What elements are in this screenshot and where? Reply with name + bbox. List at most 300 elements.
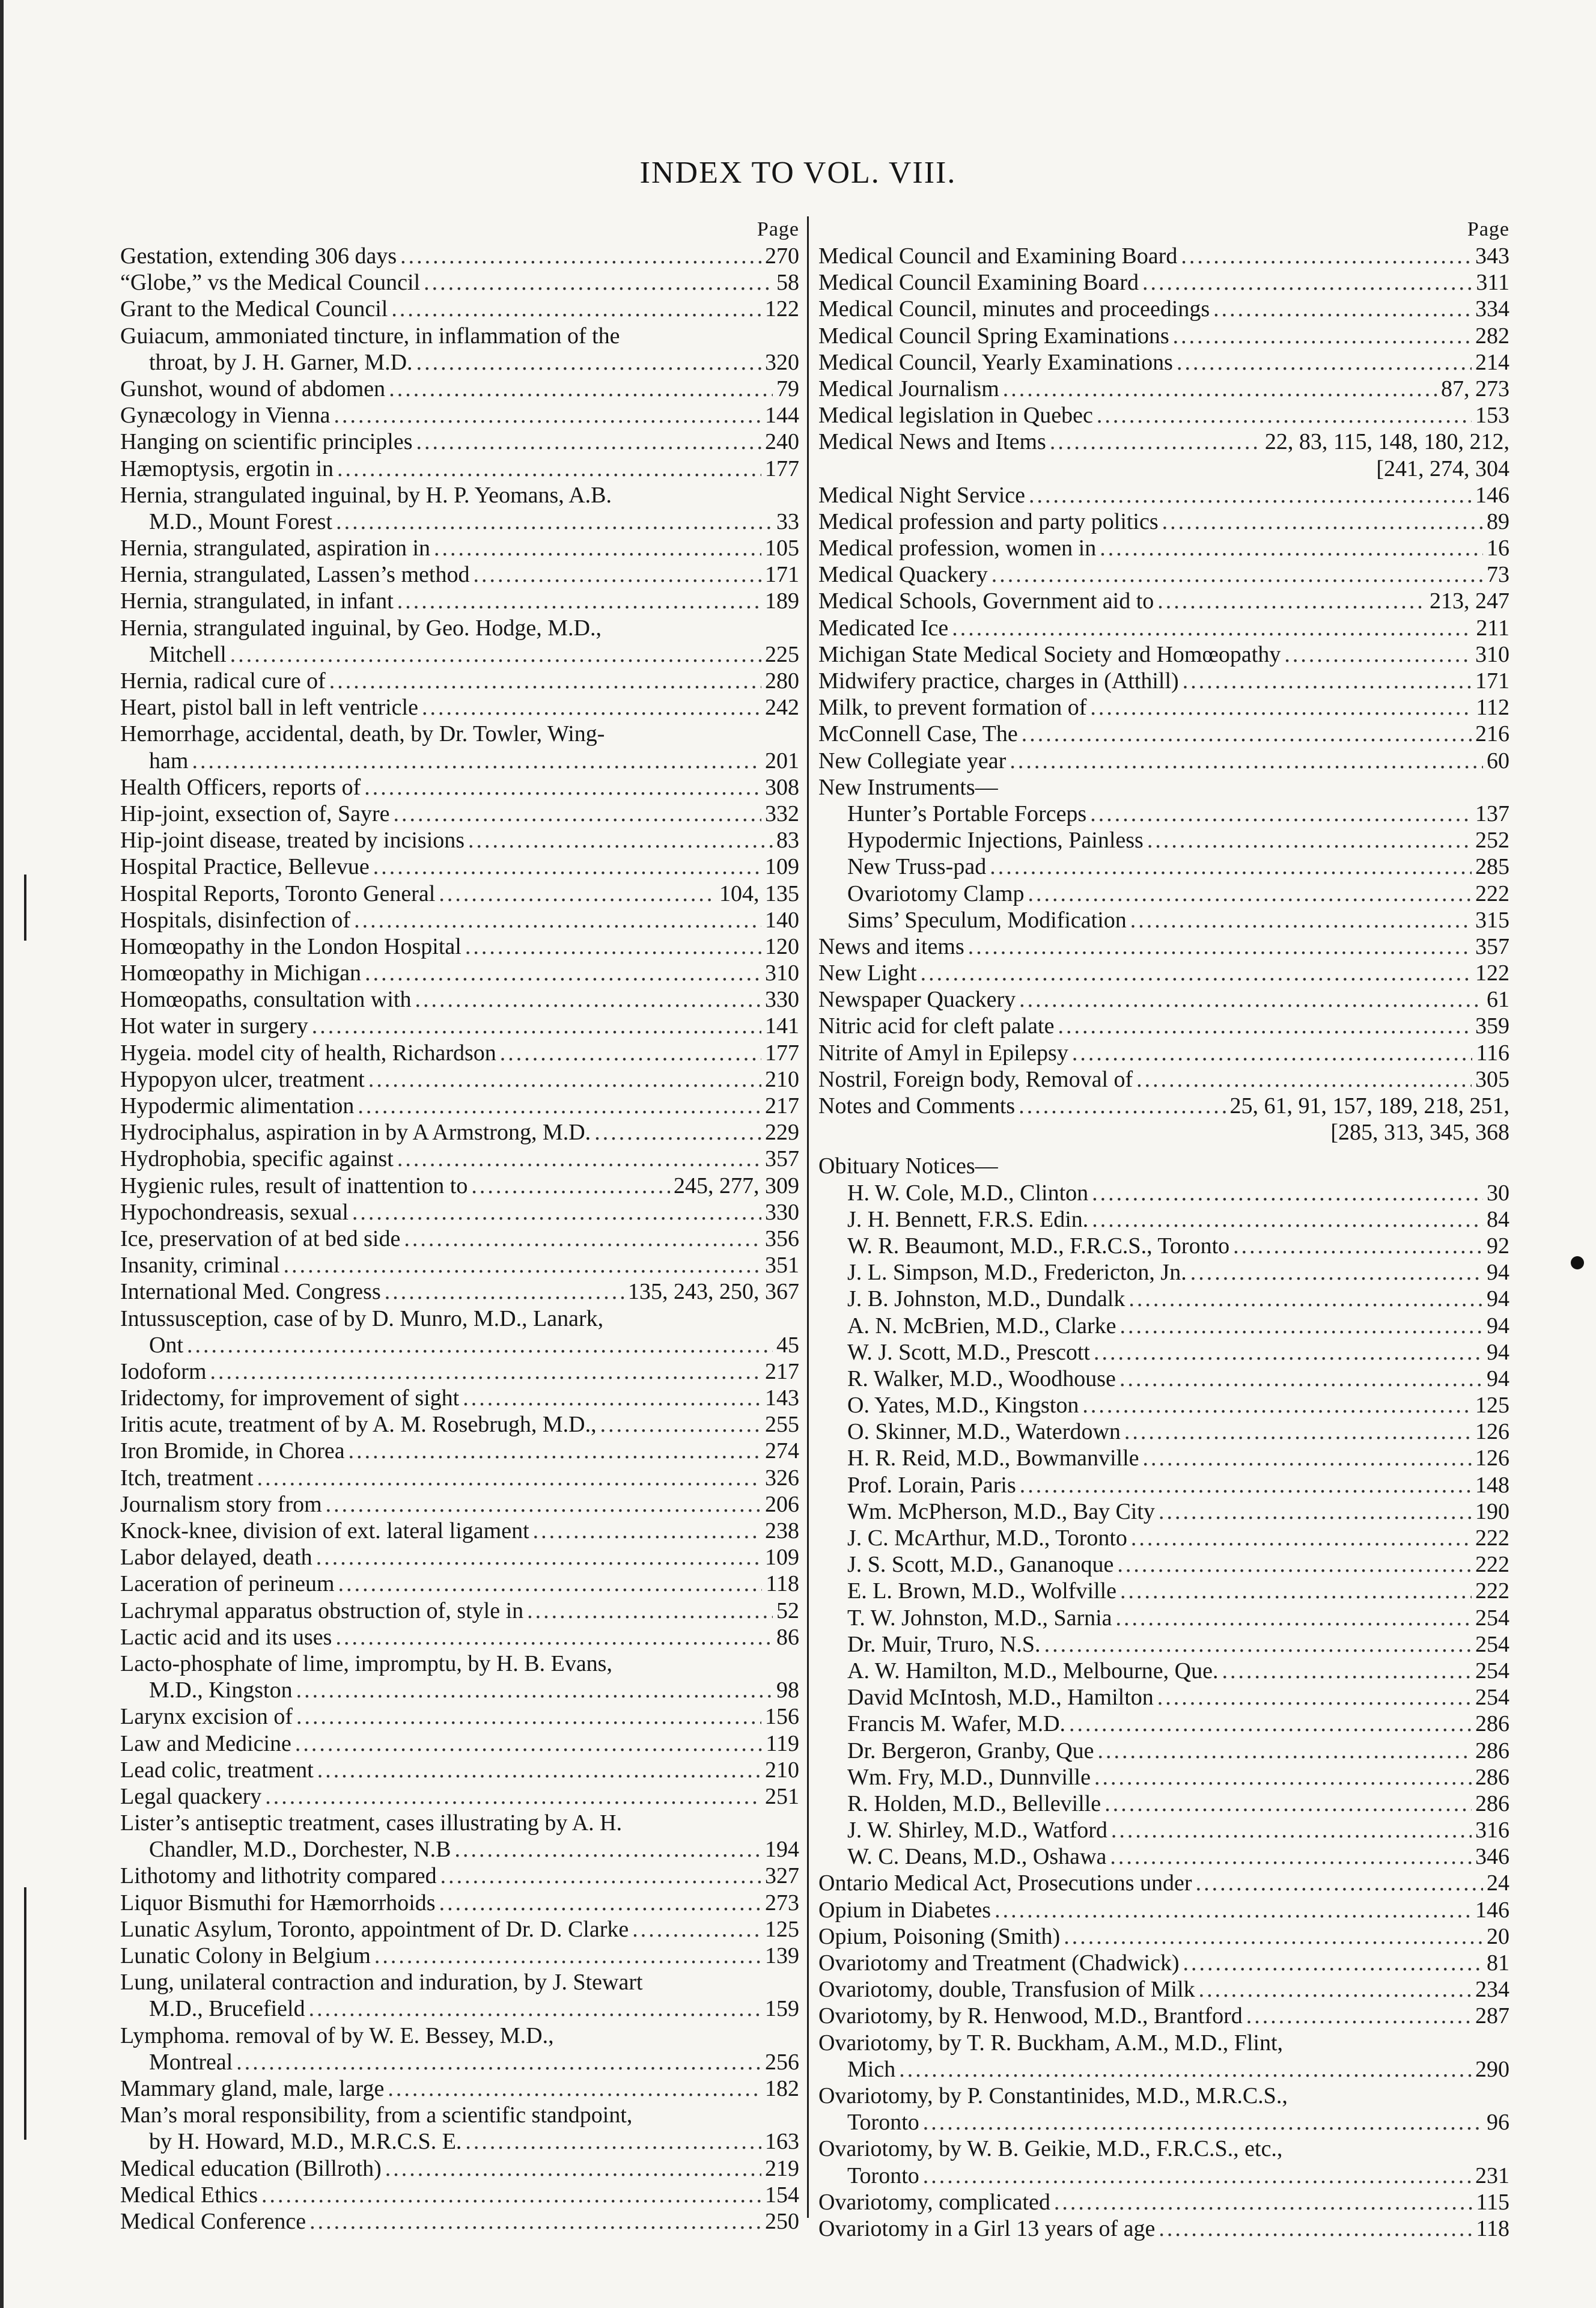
- entry-text: Itch, treatment: [120, 1465, 254, 1491]
- index-subentry: [120, 349, 799, 376]
- entry-text: Ovariotomy, by T. R. Buckham, A.M., M.D., Flint,: [818, 2030, 1284, 2056]
- entry-text: Michigan State Medical Society and Homœopathy: [818, 641, 1281, 667]
- leader-dots: [1143, 1445, 1472, 1471]
- index-entry: [120, 1305, 799, 1332]
- leader-dots: [385, 2155, 761, 2182]
- entry-text: Mammary gland, male, large: [120, 2075, 385, 2101]
- index-subentry: [818, 1711, 1509, 1737]
- margin-mark: [24, 1887, 26, 2140]
- index-subentry: [818, 1817, 1509, 1843]
- page-number: 87, 273: [1441, 376, 1509, 401]
- entry-text: W. C. Deans, M.D., Oshawa: [847, 1844, 1107, 1870]
- page-number: 58: [776, 270, 799, 296]
- index-entry: [120, 2023, 799, 2049]
- index-entry: [120, 1863, 799, 1889]
- leader-dots: [389, 376, 773, 402]
- leader-dots: [1233, 1233, 1483, 1259]
- leader-dots: [374, 1943, 761, 1969]
- leader-dots: [368, 1066, 761, 1093]
- entry-text: O. Yates, M.D., Kingston: [847, 1393, 1079, 1418]
- entry-text: Toronto: [847, 2110, 919, 2136]
- index-entry: [818, 588, 1509, 614]
- right-entry-list: [818, 243, 1509, 2242]
- leader-dots: [1222, 1658, 1472, 1684]
- entry-text: Wm. McPherson, M.D., Bay City: [847, 1498, 1155, 1524]
- page-number: 255: [765, 1412, 799, 1438]
- index-entry: [818, 349, 1509, 376]
- page-number: 104, 135: [719, 881, 799, 906]
- page-number: 231: [1475, 2163, 1509, 2188]
- entry-text: Hospitals, disinfection of: [120, 907, 351, 933]
- entry-text: Law and Medicine: [120, 1730, 291, 1756]
- index-entry: [818, 2136, 1509, 2162]
- page-number: 189: [765, 588, 799, 614]
- index-entry: [120, 853, 799, 880]
- entry-text: Lung, unilateral contraction and induration, by J. Stewart: [120, 1970, 643, 1995]
- page-number: 139: [765, 1943, 799, 1968]
- leader-dots: [397, 1146, 761, 1172]
- entry-text: Nostril, Foreign body, Removal of: [818, 1066, 1133, 1092]
- leader-dots: [415, 986, 761, 1013]
- page-number: 22, 83, 115, 148, 180, 212,: [1264, 429, 1509, 455]
- page-number: 118: [766, 1571, 799, 1597]
- entry-text: Medical Quackery: [818, 562, 988, 588]
- page-number: 245, 277, 309: [674, 1173, 799, 1198]
- entry-text: M.D., Brucefield: [149, 1996, 305, 2022]
- index-subentry: [818, 853, 1509, 880]
- page-number: 219: [765, 2155, 799, 2181]
- index-entry: [818, 1040, 1509, 1066]
- index-entry: [818, 482, 1509, 508]
- leader-dots: [1183, 1950, 1483, 1976]
- page-number: 280: [765, 668, 799, 694]
- entry-text: ham: [149, 748, 189, 774]
- page-number: 270: [765, 243, 799, 269]
- index-subentry: [818, 1605, 1509, 1631]
- page-number: 351: [765, 1253, 799, 1278]
- leader-dots: [471, 1173, 670, 1199]
- index-entry: [818, 269, 1509, 296]
- leader-dots: [1058, 1013, 1472, 1039]
- index-subentry: [120, 1836, 799, 1863]
- page-number: 73: [1487, 562, 1509, 588]
- entry-text: Dr. Bergeron, Granby, Que: [847, 1738, 1094, 1763]
- entry-text: Liquor Bismuthi for Hæmorrhoids: [120, 1890, 436, 1916]
- index-subentry: [818, 907, 1509, 933]
- leader-dots: [1284, 641, 1472, 668]
- leader-dots: [1199, 1976, 1472, 2003]
- leader-dots: [1044, 1631, 1472, 1658]
- page-number: 94: [1487, 1286, 1509, 1312]
- leader-dots: [352, 1199, 761, 1226]
- page-number: 153: [1475, 403, 1509, 429]
- page-number: 234: [1475, 1977, 1509, 2003]
- index-subentry: [818, 2163, 1509, 2189]
- page-number: 190: [1475, 1498, 1509, 1524]
- page-number: 118: [1476, 2215, 1509, 2241]
- entry-text: Ovariotomy, complicated: [818, 2189, 1050, 2215]
- entry-text: Hydrophobia, specific against: [120, 1146, 394, 1172]
- page-number: 254: [1475, 1605, 1509, 1631]
- index-entry: [120, 1199, 799, 1226]
- index-entry: [120, 721, 799, 747]
- entry-text: Notes and Comments: [818, 1093, 1016, 1119]
- page-number: 217: [765, 1093, 799, 1119]
- index-entry: [120, 1598, 799, 1624]
- entry-text: W. R. Beaumont, M.D., F.R.C.S., Toronto: [847, 1233, 1230, 1259]
- index-subentry: [818, 1418, 1509, 1445]
- entry-text: Mitchell: [149, 641, 227, 667]
- page-number: 310: [765, 960, 799, 986]
- entry-text: J. W. Shirley, M.D., Watford: [847, 1818, 1107, 1843]
- entry-text: Man’s moral responsibility, from a scientific standpoint,: [120, 2102, 633, 2128]
- leader-dots: [1157, 588, 1426, 614]
- leader-dots: [527, 1598, 773, 1624]
- entry-text: Gunshot, wound of abdomen: [120, 376, 386, 401]
- entry-text: Hernia, strangulated, in infant: [120, 588, 394, 614]
- leader-dots: [385, 1278, 624, 1305]
- entry-text: J. B. Johnston, M.D., Dundalk: [847, 1286, 1125, 1312]
- index-entry: [120, 907, 799, 933]
- entry-text: Homœopathy in Michigan: [120, 960, 362, 986]
- page-number: 89: [1487, 508, 1509, 534]
- entry-text: “Globe,” vs the Medical Council: [120, 270, 421, 296]
- index-subentry: [818, 881, 1509, 907]
- leader-dots: [1147, 827, 1472, 853]
- entry-text: Opium, Poisoning (Smith): [818, 1923, 1061, 1949]
- index-subentry: [818, 1791, 1509, 1817]
- index-entry: [120, 1703, 799, 1730]
- leader-dots: [1110, 1843, 1472, 1870]
- entry-text: New Light: [818, 960, 917, 986]
- index-subentry: [818, 1738, 1509, 1764]
- index-subentry: [120, 2128, 799, 2155]
- entry-text: Hygeia. model city of health, Richardson: [120, 1040, 496, 1066]
- leader-dots: [397, 588, 761, 614]
- page-number: 332: [765, 801, 799, 826]
- page-number: 125: [765, 1916, 799, 1942]
- leader-dots: [468, 827, 773, 853]
- index-entry: [120, 1783, 799, 1810]
- entry-text: Guiacum, ammoniated tincture, in inflammation of the: [120, 323, 620, 349]
- entry-text: Medical News and Items: [818, 429, 1046, 455]
- page-number: 24: [1487, 1870, 1509, 1896]
- entry-text: Hydrociphalus, aspiration in by A Armstrong, M.D.: [120, 1120, 591, 1146]
- entry-text: Wm. Fry, M.D., Dunnville: [847, 1764, 1091, 1790]
- page-number: 334: [1475, 296, 1509, 322]
- index-subentry: [818, 1180, 1509, 1206]
- index-subentry: [120, 1677, 799, 1703]
- leader-dots: [1181, 243, 1472, 269]
- entry-text: Medical Council Spring Examinations: [818, 323, 1169, 349]
- index-subentry: [818, 1498, 1509, 1525]
- entry-text: Labor delayed, death: [120, 1545, 312, 1571]
- entry-text: Medical Council Examining Board: [818, 270, 1139, 296]
- index-subentry: [818, 827, 1509, 853]
- leader-dots: [316, 1544, 761, 1571]
- entry-text: Hot water in surgery: [120, 1013, 308, 1039]
- entry-text: International Med. Congress: [120, 1279, 381, 1305]
- page-number: 305: [1475, 1066, 1509, 1092]
- entry-text: O. Skinner, M.D., Waterdown: [847, 1419, 1121, 1445]
- leader-dots: [632, 1916, 761, 1943]
- leader-dots: [192, 748, 761, 774]
- leader-dots: [923, 2109, 1483, 2136]
- page-number: 122: [765, 296, 799, 322]
- leader-dots: [434, 535, 761, 561]
- index-entry: [818, 2189, 1509, 2215]
- page-binding-edge: [0, 0, 4, 2308]
- leader-dots: [1010, 748, 1483, 774]
- entry-text: Ovariotomy in a Girl 13 years of age: [818, 2215, 1156, 2241]
- index-subentry: [818, 1472, 1509, 1498]
- index-entry: [120, 960, 799, 986]
- page-number: 177: [765, 456, 799, 481]
- entry-text: Hypodermic alimentation: [120, 1093, 355, 1119]
- leader-dots: [923, 2163, 1472, 2189]
- index-subentry: [120, 2049, 799, 2075]
- index-entry: [120, 774, 799, 801]
- entry-text: Medical legislation in Quebec: [818, 403, 1093, 429]
- entry-text: News and items: [818, 933, 964, 959]
- page-number: 286: [1475, 1764, 1509, 1790]
- page-number: 79: [776, 376, 799, 401]
- index-entry: [818, 561, 1509, 588]
- entry-text: Iritis acute, treatment of by A. M. Rosebrugh, M.D.,: [120, 1412, 597, 1438]
- entry-text: Larynx excision of: [120, 1704, 293, 1730]
- index-entry: [818, 1093, 1509, 1119]
- index-entry: [120, 402, 799, 429]
- column-divider: [807, 216, 809, 2218]
- entry-text: Toronto: [847, 2163, 919, 2188]
- entry-text: Iridectomy, for improvement of sight: [120, 1385, 460, 1411]
- page-column-label: Page: [757, 218, 799, 240]
- entry-text: Lacto-phosphate of lime, impromptu, by H. B. Evans,: [120, 1650, 612, 1676]
- leader-dots: [358, 1093, 761, 1119]
- page-number: 250: [765, 2208, 799, 2234]
- index-subentry: [818, 1259, 1509, 1286]
- page-number: 308: [765, 774, 799, 800]
- index-subentry: [818, 2109, 1509, 2136]
- page-number: 343: [1475, 243, 1509, 269]
- entry-text: Medical Council, minutes and proceedings: [818, 296, 1210, 322]
- entry-text: Hypopyon ulcer, treatment: [120, 1066, 365, 1092]
- entry-text: Hypochondreasis, sexual: [120, 1199, 349, 1225]
- entry-text: Nitric acid for cleft palate: [818, 1013, 1055, 1039]
- page-number: 316: [1475, 1818, 1509, 1843]
- page-number: 286: [1475, 1738, 1509, 1763]
- page-number: 357: [1475, 933, 1509, 959]
- leader-dots: [1130, 907, 1472, 933]
- entry-text: Hospital Practice, Bellevue: [120, 854, 370, 880]
- leader-dots: [416, 429, 762, 455]
- entry-text: Legal quackery: [120, 1783, 262, 1809]
- page-number: 290: [1475, 2056, 1509, 2082]
- leader-dots: [354, 907, 761, 933]
- page-number: 211: [1476, 615, 1509, 641]
- leader-dots: [1111, 1817, 1472, 1843]
- index-entry: [818, 748, 1509, 774]
- leader-dots: [317, 1757, 761, 1783]
- entry-text: by H. Howard, M.D., M.R.C.S. E.: [149, 2129, 462, 2155]
- page-number: 254: [1475, 1631, 1509, 1657]
- index-subentry: [120, 748, 799, 774]
- entry-text: Lead colic, treatment: [120, 1757, 314, 1783]
- index-entry: [120, 1730, 799, 1757]
- index-entry: [120, 1013, 799, 1039]
- index-entry: [818, 508, 1509, 535]
- index-subentry: [818, 1233, 1509, 1259]
- leader-dots: [404, 1226, 761, 1252]
- page-number: 282: [1475, 323, 1509, 349]
- page-number: 240: [765, 429, 799, 455]
- leader-dots: [994, 1897, 1472, 1923]
- leader-dots: [1019, 1093, 1226, 1119]
- leader-dots: [1029, 482, 1472, 508]
- leader-dots: [391, 296, 761, 322]
- leader-dots: [1092, 1180, 1483, 1206]
- page-number: 141: [765, 1013, 799, 1039]
- entry-text: Hospital Reports, Toronto General: [120, 881, 436, 906]
- leader-dots: [439, 1890, 761, 1916]
- entry-text: J. L. Simpson, M.D., Fredericton, Jn.: [847, 1260, 1187, 1286]
- page-number: 45: [776, 1332, 799, 1358]
- leader-dots: [338, 1571, 763, 1597]
- entry-text: Iodoform: [120, 1358, 207, 1384]
- page-number: 320: [765, 349, 799, 375]
- page-number: 146: [1475, 482, 1509, 508]
- page-number: 251: [765, 1783, 799, 1809]
- entry-text: Lister’s antiseptic treatment, cases illustrating by A. H.: [120, 1810, 623, 1836]
- entry-text: Insanity, criminal: [120, 1253, 280, 1278]
- entry-text: Journalism story from: [120, 1491, 322, 1517]
- entry-text: Medical Ethics: [120, 2182, 258, 2208]
- page-number: 171: [765, 562, 799, 588]
- entry-text: J. S. Scott, M.D., Gananoque: [847, 1552, 1114, 1578]
- index-subentry: [818, 1551, 1509, 1578]
- leader-dots: [1120, 1578, 1472, 1604]
- leader-dots: [899, 2056, 1472, 2083]
- index-entry: [120, 1119, 799, 1146]
- index-subentry: [818, 1366, 1509, 1392]
- leader-dots: [594, 1119, 761, 1146]
- entry-text: H. R. Reid, M.D., Bowmanville: [847, 1446, 1139, 1471]
- index-entry: [120, 323, 799, 349]
- leader-dots: [257, 1465, 761, 1491]
- index-entry: [120, 1943, 799, 1969]
- leader-dots: [1022, 721, 1472, 747]
- page-number: 171: [1475, 668, 1509, 694]
- page-number: 222: [1475, 1552, 1509, 1578]
- page-number: 359: [1475, 1013, 1509, 1039]
- leader-dots: [533, 1518, 761, 1544]
- index-entry: [120, 801, 799, 827]
- leader-dots: [416, 349, 761, 376]
- page-number: 327: [765, 1863, 799, 1889]
- page-number: 30: [1487, 1180, 1509, 1206]
- index-entry: [120, 1278, 799, 1305]
- index-entry: [818, 668, 1509, 694]
- index-entry: [120, 1093, 799, 1119]
- index-entry: [818, 296, 1509, 322]
- entry-text: David McIntosh, M.D., Hamilton: [847, 1685, 1154, 1711]
- page-number: 94: [1487, 1366, 1509, 1391]
- index-entry: [120, 2208, 799, 2235]
- leader-dots: [1157, 1684, 1472, 1711]
- index-subentry: [818, 1764, 1509, 1791]
- page-number: 81: [1487, 1950, 1509, 1976]
- leader-dots: [1124, 1418, 1472, 1445]
- index-entry: [120, 694, 799, 721]
- page-number: 222: [1475, 1578, 1509, 1604]
- index-entry: [120, 535, 799, 561]
- page-number: 311: [1476, 270, 1509, 296]
- entry-text: Hernia, radical cure of: [120, 668, 326, 694]
- leader-dots: [230, 641, 761, 668]
- index-entry: [818, 933, 1509, 960]
- entry-text: Lactic acid and its uses: [120, 1624, 332, 1650]
- page-number: 109: [765, 854, 799, 880]
- entry-text: Newspaper Quackery: [818, 987, 1016, 1013]
- page-number: 222: [1475, 881, 1509, 906]
- leader-dots: [1020, 1472, 1472, 1498]
- index-entry: [818, 1870, 1509, 1896]
- index-entry: [120, 1252, 799, 1278]
- entry-text: J. H. Bennett, F.R.S. Edin.: [847, 1206, 1089, 1232]
- page-number: 357: [765, 1146, 799, 1172]
- entry-text: Hip-joint disease, treated by incisions: [120, 828, 465, 853]
- page-number: 86: [776, 1624, 799, 1650]
- page-number: 274: [765, 1438, 799, 1464]
- page-number: 94: [1487, 1260, 1509, 1286]
- leader-dots: [1094, 1764, 1472, 1791]
- page-number: 120: [765, 933, 799, 959]
- index-entry: [818, 402, 1509, 429]
- leader-dots: [1131, 1525, 1472, 1551]
- page-number: 135, 243, 250, 367: [628, 1279, 799, 1305]
- entry-text: Ovariotomy, double, Transfusion of Milk: [818, 1977, 1195, 2003]
- index-entry: [120, 1465, 799, 1491]
- page-number: 60: [1487, 748, 1509, 774]
- page-number: 137: [1475, 801, 1509, 826]
- leader-dots: [990, 853, 1472, 880]
- index-entry: [120, 2155, 799, 2182]
- leader-dots: [465, 2128, 761, 2155]
- page-number: 252: [1475, 828, 1509, 853]
- leader-dots: [284, 1252, 761, 1278]
- entry-text: Hunter’s Portable Forceps: [847, 801, 1087, 826]
- leader-dots: [1117, 1551, 1472, 1578]
- entry-text: Medical Schools, Government aid to: [818, 588, 1154, 614]
- index-entry: [818, 960, 1509, 986]
- entry-text: McConnell Case, The: [818, 721, 1018, 747]
- entry-text: Heart, pistol ball in left ventricle: [120, 695, 418, 721]
- leader-dots: [1159, 2215, 1472, 2242]
- leader-dots: [465, 933, 761, 960]
- page-number: 96: [1487, 2110, 1509, 2136]
- leader-dots: [1100, 535, 1483, 561]
- index-entry: [818, 1153, 1509, 1179]
- entry-text: H. W. Cole, M.D., Clinton: [847, 1180, 1089, 1206]
- page-number: 98: [776, 1678, 799, 1703]
- entry-text: A. W. Hamilton, M.D., Melbourne, Que.: [847, 1658, 1219, 1684]
- entry-text: Ice, preservation of at bed side: [120, 1226, 401, 1251]
- entry-text: Gynæcology in Vienna: [120, 403, 330, 429]
- index-entry: [120, 827, 799, 853]
- entry-text: Medical Journalism: [818, 376, 999, 401]
- entry-text: Medical Conference: [120, 2208, 306, 2234]
- index-entry: [818, 1976, 1509, 2003]
